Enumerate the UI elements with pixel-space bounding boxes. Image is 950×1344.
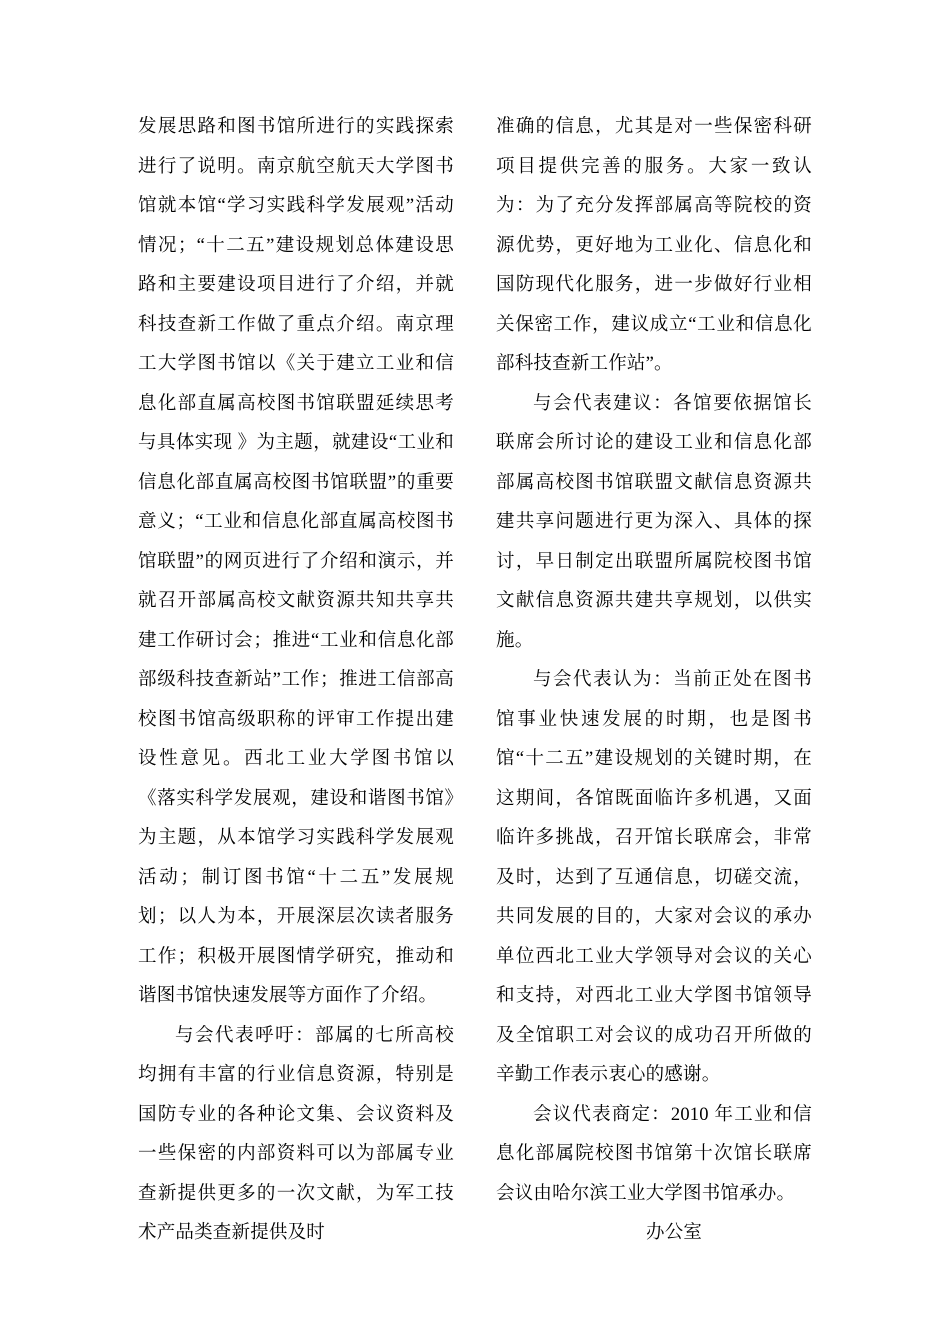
- paragraph-decision: 会议代表商定：2010 年工业和信息化部属院校图书馆第十次馆长联席会议由哈尔滨工业大学图书馆承办。: [496, 1104, 812, 1204]
- paragraph-continuation: 发展思路和图书馆所进行的实践探索进行了说明。南京航空航天大学图书馆就本馆“学习实践科学发展观”活动情况；“十二五”建设规划总体建设思路和主要建设项目进行了介绍，并就科技查新工作做了重点介绍。南京理工大学图书馆以《关于建立工业和信息化部直属高校图书馆联盟延续思考与具体实现 》为主题，就建设“工业和信息化部直属高校图书馆联盟”的重要意义；“工业和信息化部直属高校图书馆联盟”的网页进行了介绍和演示，并就召开部属高校文献资源共知共享共建工作研讨会；推进“工业和信息化部部级科技查新站”工作；推进工信部高校图书馆高级职称的评审工作提出建设性意见。西北工业大学图书馆以《落实科学发展观，建设和谐图书馆》为主题，从本馆学习实践科学发展观活动；制订图书馆“十二五”发展规划；以人为本，开展深层次读者服务工作；积极开展图情学研究，推动和谐图书馆快速发展等方面作了介绍。: [138, 117, 454, 1006]
- right-column: [496, 108, 812, 1254]
- paragraph-continuation-right: 准确的信息，尤其是对一些保密科研项目提供完善的服务。大家一致认为：为了充分发挥部属高等院校的资源优势，更好地为工业化、信息化和国防现代化服务，进一步做好行业相关保密工作，建议成立“工业和信息化部科技查新工作站”。: [496, 117, 812, 374]
- paragraph-appeal: 与会代表呼吁：部属的七所高校均拥有丰富的行业信息资源，特别是国防专业的各种论文集、会议资料及一些保密的内部资料可以为部属专业查新提供更多的一次文献，为军工技术产品类查新提供及时: [138, 1025, 454, 1243]
- left-column: [138, 108, 454, 1254]
- two-column-body: [138, 108, 812, 1254]
- signature-office: 办公室: [646, 1223, 703, 1243]
- paragraph-suggestion: 与会代表建议：各馆要依据馆长联席会所讨论的建设工业和信息化部部属高校图书馆联盟文献信息资源共建共享问题进行更为深入、具体的探讨，早日制定出联盟所属院校图书馆文献信息资源共建共享规划，以供实施。: [496, 393, 812, 651]
- paragraph-opinion: 与会代表认为：当前正处在图书馆事业快速发展的时期，也是图书馆“十二五”建设规划的关键时期，在这期间，各馆既面临许多机遇，又面临许多挑战，召开馆长联席会，非常及时，达到了互通信息，切磋交流，共同发展的目的，大家对会议的承办单位西北工业大学领导对会议的关心和支持，对西北工业大学图书馆领导及全馆职工对会议的成功召开所做的辛勤工作表示衷心的感谢。: [496, 670, 812, 1085]
